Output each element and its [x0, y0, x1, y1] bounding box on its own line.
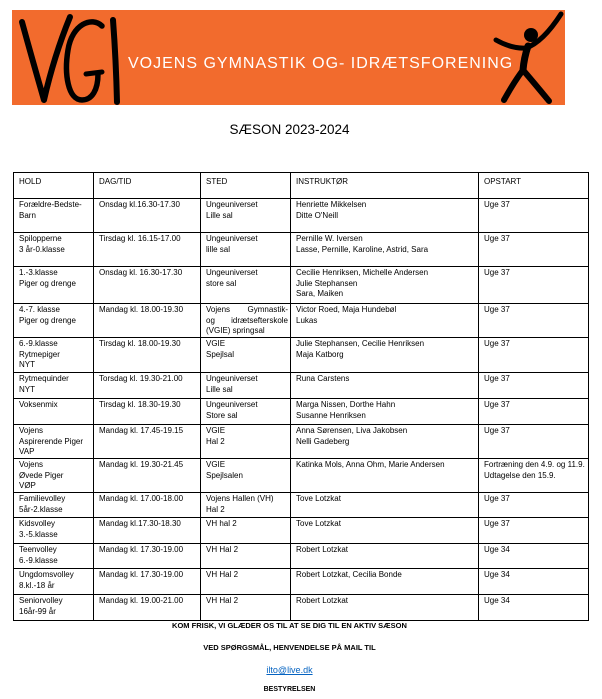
day-time-cell	[94, 267, 201, 304]
instructor-text: Julie Stephansen, Cecilie Henriksen	[296, 339, 425, 348]
season-title: SÆSON 2023-2024	[229, 122, 350, 137]
instructor-text: Katinka Mols, Anna Ohm, Marie Andersen	[296, 460, 445, 469]
instructor-text: Sara, Maiken	[296, 289, 344, 298]
day-time-cell	[94, 425, 201, 459]
instructor-cell	[291, 267, 479, 304]
team-text: VAP	[19, 447, 35, 456]
day-time-cell	[94, 199, 201, 233]
schedule-row	[14, 569, 589, 595]
team-cell	[14, 267, 94, 304]
welcome-message: KOM FRISK, VI GLÆDER OS TIL AT SE DIG TIL EN AKTIV SÆSON	[172, 621, 407, 630]
team-cell	[14, 199, 94, 233]
venue-cell	[201, 518, 291, 544]
venue-text: Hal 2	[206, 436, 225, 446]
team-text: 4.-7. klasse	[19, 305, 60, 314]
start-week-text: Uge 37	[484, 268, 510, 277]
venue-text: Ungeuniverset	[206, 268, 258, 277]
start-week-text: Uge 37	[484, 426, 510, 435]
team-text: 5år-2.klasse	[19, 504, 63, 514]
start-week-text: Udtagelse den 15.9.	[484, 470, 556, 480]
schedule-row	[14, 425, 589, 459]
day-time-text: Mandag kl.17.30-18.30	[99, 519, 181, 528]
start-week-cell	[479, 373, 589, 399]
day-time-text: Mandag kl. 18.00-19.30	[99, 305, 184, 314]
column-header-day-time: DAG/TID	[94, 173, 201, 199]
venue-cell	[201, 267, 291, 304]
instructor-text: Lukas	[296, 315, 318, 325]
schedule-row	[14, 338, 589, 373]
team-cell	[14, 425, 94, 459]
instructor-text: Tove Lotzkat	[296, 494, 341, 503]
instructor-cell	[291, 493, 479, 518]
team-text: VØP	[19, 481, 36, 490]
start-week-text: Uge 37	[484, 305, 510, 314]
instructor-text: Julie Stephansen	[296, 278, 358, 288]
instructor-text: Lasse, Pernille, Karoline, Astrid, Sara	[296, 244, 429, 254]
team-cell	[14, 338, 94, 373]
instructor-cell	[291, 338, 479, 373]
venue-text: Ungeuniverset	[206, 400, 258, 409]
team-text: 3.-5.klasse	[19, 529, 58, 539]
instructor-text: Nelli Gadeberg	[296, 436, 350, 446]
instructor-text: Anna Sørensen, Liva Jakobsen	[296, 426, 408, 435]
venue-text: og idrætsefterskole	[206, 315, 288, 325]
schedule-row	[14, 267, 589, 304]
email-link[interactable]: ilto@live.dk	[266, 665, 313, 675]
day-time-cell	[94, 233, 201, 267]
venue-text: Spejlsal	[206, 349, 235, 359]
venue-cell	[201, 399, 291, 425]
start-week-cell	[479, 199, 589, 233]
day-time-text: Mandag kl. 19.00-21.00	[99, 596, 184, 605]
instructor-cell	[291, 199, 479, 233]
venue-cell	[201, 199, 291, 233]
instructor-cell	[291, 399, 479, 425]
column-header-venue: STED	[201, 173, 291, 199]
day-time-text: Tirsdag kl. 16.15-17.00	[99, 234, 181, 243]
venue-text: Store sal	[206, 410, 238, 420]
schedule-row	[14, 373, 589, 399]
instructor-text: Marga Nissen, Dorthe Hahn	[296, 400, 396, 409]
instructor-text: Susanne Henriksen	[296, 410, 366, 420]
day-time-text: Tirsdag kl. 18.00-19.30	[99, 339, 181, 348]
venue-text: VGIE	[206, 339, 226, 348]
instructor-cell	[291, 518, 479, 544]
day-time-text: Onsdag kl. 16.30-17.30	[99, 268, 183, 277]
team-cell	[14, 544, 94, 569]
venue-text: VH Hal 2	[206, 570, 239, 579]
instructor-cell	[291, 233, 479, 267]
team-text: 16år-99 år	[19, 606, 56, 616]
start-week-cell	[479, 493, 589, 518]
schedule-row	[14, 518, 589, 544]
instructor-text: Runa Carstens	[296, 374, 350, 383]
schedule-row	[14, 399, 589, 425]
column-header-hold: HOLD	[14, 173, 94, 199]
day-time-text: Tirsdag kl. 18.30-19.30	[99, 400, 181, 409]
start-week-text: Fortræning den 4.9. og 11.9.	[484, 460, 585, 469]
venue-text: (VGIE) springsal	[206, 326, 265, 335]
start-week-cell	[479, 267, 589, 304]
signature: BESTYRELSEN	[263, 686, 316, 693]
start-week-cell	[479, 459, 589, 493]
venue-text: Vojens Hallen (VH)	[206, 494, 274, 503]
venue-text: VGIE	[206, 426, 226, 435]
team-text: Rytmequinder	[19, 374, 69, 383]
venue-text: VGIE	[206, 460, 226, 469]
venue-text: VH Hal 2	[206, 545, 239, 554]
team-cell	[14, 399, 94, 425]
column-header-instructor: INSTRUKTØR	[291, 173, 479, 199]
instructor-text: Tove Lotzkat	[296, 519, 341, 528]
team-text: 6.-9.klasse	[19, 555, 58, 565]
org-name: VOJENS GYMNASTIK OG- IDRÆTSFORENING	[128, 55, 514, 72]
schedule-table	[13, 172, 589, 621]
start-week-text: Uge 37	[484, 519, 510, 528]
schedule-row	[14, 493, 589, 518]
start-week-text: Uge 37	[484, 494, 510, 503]
day-time-cell	[94, 373, 201, 399]
venue-text: lille sal	[206, 244, 231, 254]
day-time-text: Mandag kl. 17.30-19.00	[99, 570, 184, 579]
team-text: Vojens	[19, 426, 44, 435]
instructor-text: Cecilie Henriksen, Michelle Andersen	[296, 268, 429, 277]
instructor-text: Henriette Mikkelsen	[296, 200, 367, 209]
team-cell	[14, 304, 94, 338]
schedule-body	[14, 199, 589, 621]
start-week-text: Uge 34	[484, 596, 510, 605]
start-week-cell	[479, 304, 589, 338]
venue-cell	[201, 595, 291, 621]
start-week-cell	[479, 338, 589, 373]
day-time-text: Onsdag kl.16.30-17.30	[99, 200, 180, 209]
team-text: Aspirerende Piger	[19, 436, 84, 446]
instructor-text: Victor Roed, Maja Hundebøl	[296, 305, 397, 314]
venue-cell	[201, 493, 291, 518]
instructor-text: Robert Lotzkat, Cecilia Bonde	[296, 570, 402, 579]
schedule-row	[14, 595, 589, 621]
team-cell	[14, 518, 94, 544]
schedule-row	[14, 544, 589, 569]
team-text: Piger og drenge	[19, 315, 76, 325]
day-time-cell	[94, 493, 201, 518]
venue-text: VH hal 2	[206, 519, 237, 528]
start-week-cell	[479, 425, 589, 459]
venue-cell	[201, 338, 291, 373]
venue-text: Lille sal	[206, 210, 233, 220]
start-week-text: Uge 37	[484, 200, 510, 209]
team-text: NYT	[19, 384, 35, 394]
venue-text: Ungeuniverset	[206, 234, 258, 243]
team-cell	[14, 595, 94, 621]
team-text: NYT	[19, 360, 35, 369]
day-time-cell	[94, 544, 201, 569]
instructor-cell	[291, 459, 479, 493]
venue-text: Hal 2	[206, 504, 225, 514]
team-text: Forældre-Bedste-Barn	[19, 200, 82, 220]
venue-text: VH Hal 2	[206, 596, 239, 605]
day-time-cell	[94, 338, 201, 373]
team-text: Ungdomsvolley	[19, 570, 74, 579]
start-week-text: Uge 37	[484, 339, 510, 348]
instructor-cell	[291, 544, 479, 569]
day-time-cell	[94, 569, 201, 595]
day-time-cell	[94, 304, 201, 338]
team-text: Piger og drenge	[19, 278, 76, 288]
email-line	[0, 664, 579, 676]
team-text: Teenvolley	[19, 545, 57, 554]
team-text: 3 år-0.klasse	[19, 244, 65, 254]
header-banner	[12, 10, 565, 105]
team-cell	[14, 493, 94, 518]
instructor-cell	[291, 304, 479, 338]
venue-cell	[201, 233, 291, 267]
team-text: Vojens	[19, 460, 44, 469]
start-week-cell	[479, 399, 589, 425]
team-text: Øvede Piger	[19, 470, 64, 480]
team-text: Spilopperne	[19, 234, 62, 243]
day-time-text: Mandag kl. 19.30-21.45	[99, 460, 184, 469]
venue-text: Vojens Gymnastik-	[206, 305, 288, 314]
start-week-text: Uge 37	[484, 374, 510, 383]
day-time-cell	[94, 595, 201, 621]
start-week-text: Uge 37	[484, 400, 510, 409]
venue-text: Ungeuniverset	[206, 200, 258, 209]
team-cell	[14, 459, 94, 493]
venue-cell	[201, 425, 291, 459]
team-cell	[14, 233, 94, 267]
start-week-cell	[479, 233, 589, 267]
day-time-text: Mandag kl. 17.45-19.15	[99, 426, 184, 435]
instructor-text: Ditte O'Neill	[296, 210, 338, 220]
instructor-cell	[291, 425, 479, 459]
start-week-text: Uge 34	[484, 545, 510, 554]
schedule-row	[14, 304, 589, 338]
venue-text: Lille sal	[206, 384, 233, 394]
schedule-header	[14, 173, 589, 199]
day-time-text: Mandag kl. 17.00-18.00	[99, 494, 184, 503]
contact-message: VED SPØRGSMÅL, HENVENDELSE PÅ MAIL TIL	[203, 643, 376, 652]
team-cell	[14, 569, 94, 595]
start-week-cell	[479, 544, 589, 569]
venue-cell	[201, 544, 291, 569]
start-week-text: Uge 37	[484, 234, 510, 243]
team-text: 1.-3.klasse	[19, 268, 58, 277]
team-text: Seniorvolley	[19, 596, 63, 605]
instructor-text: Maja Katborg	[296, 349, 344, 359]
header-row	[14, 173, 589, 199]
day-time-cell	[94, 399, 201, 425]
venue-cell	[201, 459, 291, 493]
instructor-cell	[291, 595, 479, 621]
schedule-row	[14, 233, 589, 267]
venue-text: Ungeuniverset	[206, 374, 258, 383]
start-week-cell	[479, 518, 589, 544]
instructor-text: Robert Lotzkat	[296, 545, 349, 554]
team-text: 6.-9.klasse	[19, 339, 58, 348]
venue-text: Spejlsalen	[206, 470, 243, 480]
team-text: Familievolley	[19, 494, 66, 503]
schedule-row	[14, 199, 589, 233]
column-header-start: OPSTART	[479, 173, 589, 199]
team-text: 8.kl.-18 år	[19, 580, 55, 590]
start-week-cell	[479, 595, 589, 621]
venue-text: store sal	[206, 278, 237, 288]
instructor-cell	[291, 373, 479, 399]
instructor-text: Robert Lotzkat	[296, 596, 349, 605]
venue-cell	[201, 373, 291, 399]
day-time-text: Mandag kl. 17.30-19.00	[99, 545, 184, 554]
day-time-cell	[94, 518, 201, 544]
day-time-cell	[94, 459, 201, 493]
start-week-cell	[479, 569, 589, 595]
team-text: Voksenmix	[19, 400, 58, 409]
instructor-cell	[291, 569, 479, 595]
day-time-text: Torsdag kl. 19.30-21.00	[99, 374, 183, 383]
start-week-text: Uge 34	[484, 570, 510, 579]
venue-cell	[201, 569, 291, 595]
instructor-text: Pernille W. Iversen	[296, 234, 363, 243]
venue-cell	[201, 304, 291, 338]
schedule-row	[14, 459, 589, 493]
team-cell	[14, 373, 94, 399]
team-text: Kidsvolley	[19, 519, 56, 528]
team-text: Rytmepiger	[19, 349, 60, 359]
